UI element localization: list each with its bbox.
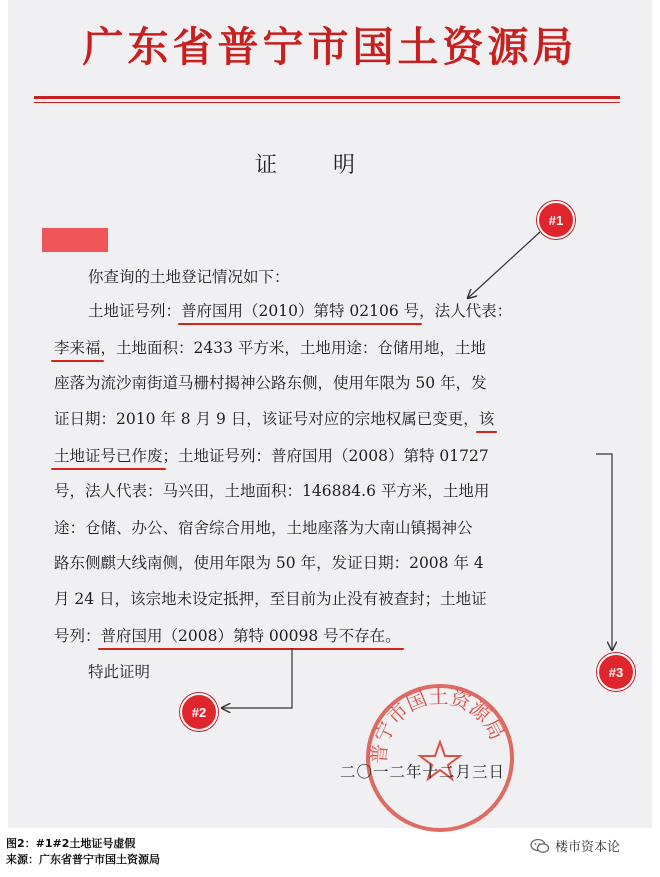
- watermark: [530, 836, 620, 855]
- letterhead-title: 广东省普宁市国土资源局: [82, 23, 578, 71]
- figure-caption: [6, 836, 160, 868]
- annotation-badge-3: #3: [597, 653, 635, 691]
- letterhead-rule: [34, 96, 620, 99]
- body-text-run: 号，法人代表：马兴田，土地面积：146884.6 平方米，土地用: [54, 482, 490, 500]
- seal-text: 普宁市国土资源局: [366, 684, 510, 765]
- body-line: [54, 371, 487, 393]
- body-line: [54, 587, 487, 609]
- body-text-run: 土地证号列：: [88, 302, 182, 320]
- body-line: [54, 479, 489, 501]
- body-text-run: 途：仓储、办公、宿舍综合用地，土地座落为大南山镇揭神公: [54, 519, 473, 537]
- body-text-run: 路东侧麒大线南侧，使用年限为 50 年，发证日期：2008 年 4: [54, 554, 484, 572]
- caption-source: 来源：广东省普宁市国土资源局: [6, 853, 160, 866]
- annotation-badge-1: #1: [537, 201, 575, 239]
- body-text-run: 月 24 日，该宗地未设定抵押，至目前为止没有被查封；土地证: [54, 590, 487, 608]
- issue-date: 二〇一二年十二月三日: [340, 763, 506, 781]
- body-text-run: ；土地证号列：普府国用（2008）第特 01727: [162, 447, 489, 465]
- body-line: [88, 265, 290, 287]
- body-line: [54, 516, 473, 538]
- body-line: [54, 336, 486, 358]
- underlined-highlight: 普府国用（2010）第特 02106 号: [181, 302, 420, 320]
- closing-text: 特此证明: [88, 663, 151, 681]
- annotation-badge-2: #2: [180, 693, 218, 731]
- body-line: [54, 551, 484, 573]
- body-text-run: 证日期：2010 年 8 月 9 日，该证号对应的宗地权属已变更，: [54, 410, 479, 428]
- watermark-text: 楼市资本论: [555, 840, 621, 855]
- underlined-highlight: 该: [478, 410, 495, 428]
- body-text-run: ，土地面积：2433 平方米，土地用途：仓储用地，土地: [100, 339, 486, 357]
- document-title: 证明: [255, 153, 412, 178]
- underlined-highlight: 李来福: [54, 339, 101, 357]
- underlined-highlight: 普府国用（2008）第特 00098 号不存在。: [100, 627, 401, 645]
- body-text-run: 号列：: [54, 627, 101, 645]
- body-line: [54, 407, 494, 429]
- body-text-run: ，法人代表：: [419, 302, 513, 320]
- body-text-run: 座落为流沙南街道马栅村揭神公路东侧，使用年限为 50 年，发: [54, 374, 487, 392]
- body-line: [54, 444, 489, 466]
- body-line: [88, 299, 512, 321]
- wechat-icon: [530, 838, 550, 854]
- body-text-run: 你查询的土地登记情况如下：: [88, 268, 290, 286]
- body-line: [54, 624, 401, 646]
- caption-line-1: 图2：#1#2土地证号虚假: [6, 837, 136, 850]
- letterhead-rule-thin: [34, 102, 620, 103]
- underlined-highlight: 土地证号已作废: [54, 447, 163, 465]
- redaction-block: [42, 228, 108, 252]
- official-seal: [362, 680, 518, 836]
